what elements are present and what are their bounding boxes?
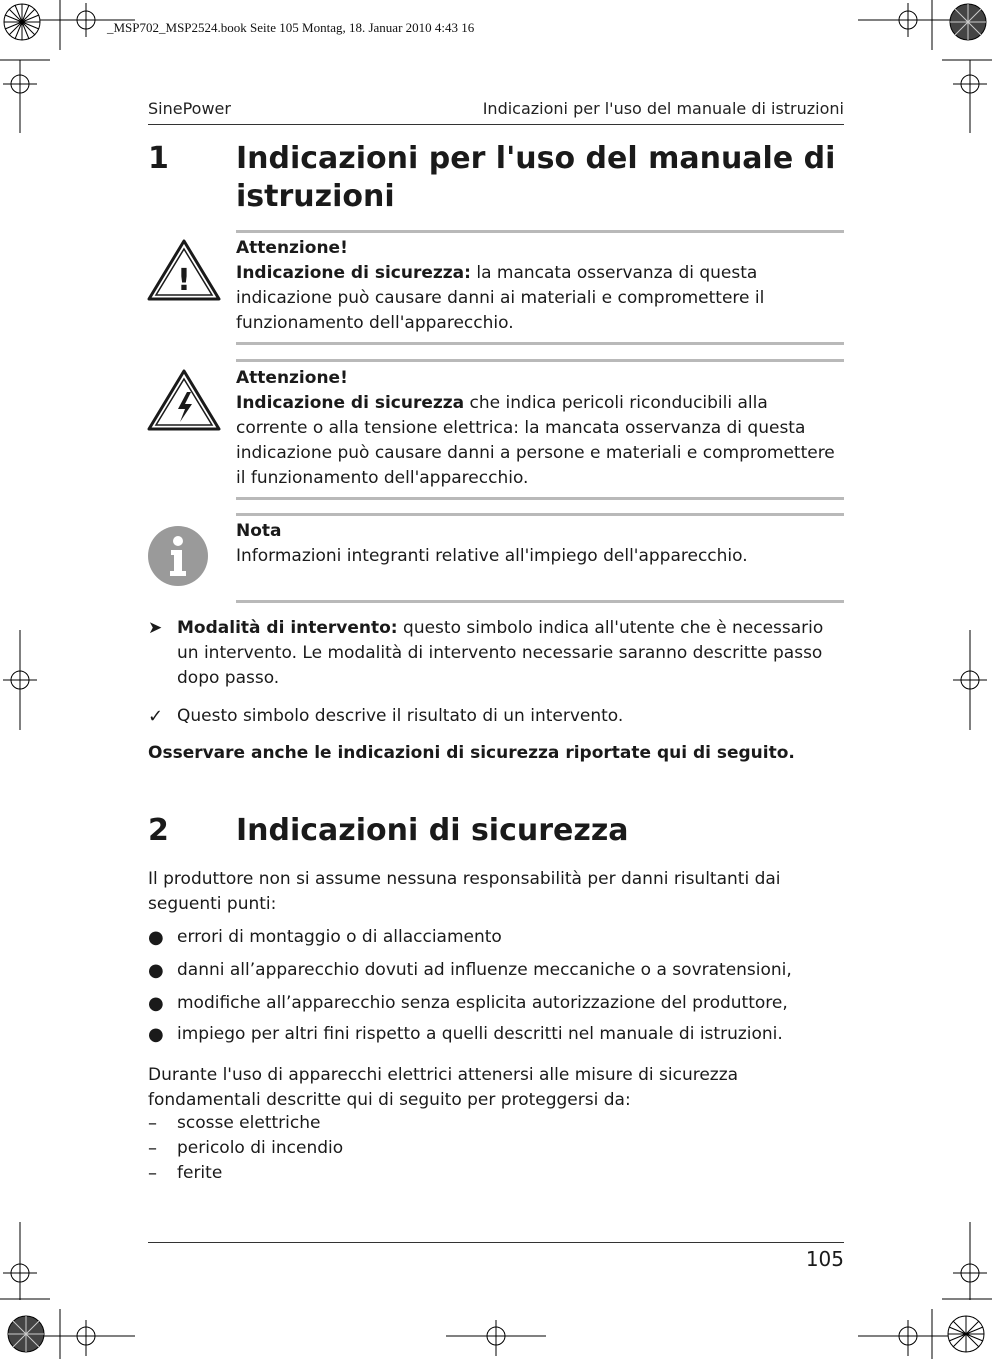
notice-note [236,519,844,569]
notice-heading: Nota [236,521,282,541]
action-explanation [177,616,844,691]
safety-paragraph: Durante l'uso di apparecchi elettrici attenersi alle misure di sicurezza fondamentali descritte qui di seguito per proteggersi da: [148,1065,739,1110]
registration-target-icon [40,1320,135,1356]
result-explanation: Questo simbolo descrive il risultato di un intervento. [177,706,624,726]
dash-marker: – [148,1113,157,1134]
list-item: errori di montaggio o di allacciamento [177,927,502,947]
star-target-icon [8,1316,44,1352]
registration-target-icon [446,1320,546,1356]
section-number: 2 [148,813,169,848]
registration-target-icon [953,60,987,133]
notice-body [236,391,844,491]
notice-heading: Attenzione! [236,368,348,388]
arrow-icon: ➤ [148,618,163,638]
bullet-icon: ● [148,927,164,948]
dash-item: scosse elettriche [177,1113,321,1133]
warning-triangle-icon [147,238,221,302]
dash-item: ferite [177,1163,223,1183]
book-info-line: _MSP702_MSP2524.book Seite 105 Montag, 18. Januar 2010 4:43 16 [107,20,475,35]
registration-target-icon [3,60,37,133]
registration-target-icon [3,630,37,730]
notice-heading: Attenzione! [236,238,348,258]
observe-note: Osservare anche le indicazioni di sicurezza riportate qui di seguito. [148,743,795,763]
notice-divider [236,359,844,362]
header-divider [148,124,844,125]
notice-text: che indica pericoli riconducibili alla corrente o alla tensione elettrica: la mancata osservanza di questa indicazione può causare danni a persone e materiali e compromettere il funzionamento dell'apparecchio. [236,393,835,488]
bullet-icon: ● [148,960,164,981]
section-intro: Il produttore non si assume nessuna responsabilità per danni risultanti dai seguenti punti: [148,869,781,914]
header-chapter-title: Indicazioni per l'uso del manuale di istruzioni [482,99,844,118]
bullet-icon: ● [148,993,164,1014]
section-title: Indicazioni per l'uso del manuale di istruzioni [236,141,836,214]
notice-warning [236,236,844,336]
page-number: 105 [805,1247,844,1271]
checkmark-icon: ✓ [148,706,164,727]
notice-body [236,261,844,336]
notice-divider [236,513,844,516]
list-item: danni all’apparecchio dovuti ad influenze meccaniche o a sovratensioni, [177,960,792,980]
action-text: questo simbolo indica all'utente che è necessario un intervento. Le modalità di intervento necessarie saranno descritte passo dopo passo. [177,618,824,688]
star-target-icon [950,4,986,40]
list-item: impiego per altri fini rispetto a quelli descritti nel manuale di istruzioni. [177,1024,783,1044]
star-target-icon [948,1316,984,1352]
dash-marker: – [148,1138,157,1159]
info-icon [147,525,211,589]
registration-target-icon [953,1222,987,1300]
registration-target-icon [953,630,987,730]
notice-divider [236,230,844,233]
header-product-name: SinePower [148,99,231,118]
notice-divider [236,497,844,500]
notice-bold-lead: Indicazione di sicurezza: [236,263,471,283]
registration-target-icon [858,3,952,37]
notice-divider [236,342,844,345]
bullet-icon: ● [148,1024,164,1045]
notice-electric-warning [236,366,844,491]
footer-divider [148,1242,844,1243]
svg-text:!: ! [177,263,191,298]
registration-target-icon [858,1320,952,1356]
star-target-icon [4,4,40,40]
notice-bold-lead: Indicazione di sicurezza [236,393,465,413]
dash-marker: – [148,1163,157,1184]
electric-hazard-icon [147,368,221,432]
dash-item: pericolo di incendio [177,1138,344,1158]
action-bold-lead: Modalità di intervento: [177,618,398,638]
notice-text: Informazioni integranti relative all'impiego dell'apparecchio. [236,546,748,566]
section-number: 1 [148,141,169,176]
notice-text: la mancata osservanza di questa indicazione può causare danni ai materiali e compromettere il funzionamento dell'apparecchio. [236,263,765,333]
notice-divider [236,600,844,603]
registration-target-icon [3,1222,37,1300]
list-item: modifiche all’apparecchio senza esplicita autorizzazione del produttore, [177,993,788,1013]
section-title: Indicazioni di sicurezza [236,813,629,848]
